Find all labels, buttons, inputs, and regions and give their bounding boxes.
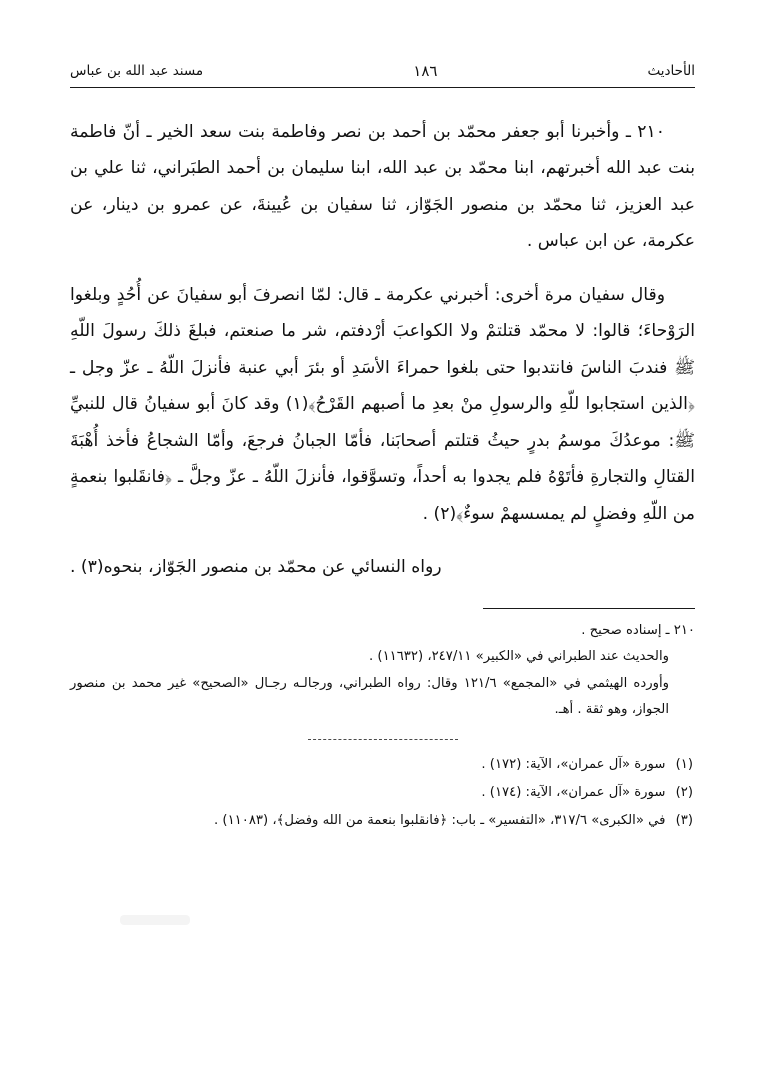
footnote-line: وأورده الهيثمي في «المجمع» ١٢١/٦ وقال: رواه الطبراني، ورجالـه رجـال «الصحيح» غير محمد بن منصور الجواز، وهو ثقة . أهـ. — [70, 676, 669, 717]
page-number: ١٨٦ — [413, 62, 438, 80]
paragraph-nasai-reference: رواه النسائي عن محمّد بن منصور الجَوّاز، بنحوه(٣) . — [70, 557, 442, 578]
footnote-ref-item — [70, 752, 695, 778]
page-header — [70, 62, 695, 88]
footnote-ref-text: سورة «آل عمران»، الآية: (١٧٢) . — [481, 756, 666, 772]
footnote-ref-item — [70, 808, 695, 834]
footnote-ref-number: (١) — [675, 756, 693, 772]
footnote-line: ٢١٠ ـ إسناده صحيح . — [581, 622, 695, 638]
paragraph-hadith-210: ٢١٠ ـ وأخبرنا أبو جعفر محمّد بن أحمد بن نصر وفاطمة بنت سعد الخير ـ أنّ فاطمة بنت عبد الله أخبرتهم، ابنا محمّد بن عبد الله، ابنا سليمان بن أحمد الطبَراني، ثنا علي بن عبد العزيز، ثنا محمّد بن منصور الجَوّاز، ثنا سفيان بن عُيينةَ، عن عمرو بن دينار، عن عكرمة، عن ابن عباس . — [70, 122, 695, 252]
header-left-title: الأحاديث — [647, 63, 695, 79]
footnotes-references — [70, 752, 695, 835]
paragraph-sufyan-narration: وقال سفيان مرة أخرى: أخبرني عكرمة ـ قال: لمّا انصرفَ أبو سفيانَ عن أُحُدٍ وبلغوا الرَوْحاءَ؛ قالوا: لا محمّد قتلتمْ ولا الكواعبَ أرْدفتم، شر ما صنعتم، فبلغَ ذلكَ رسولَ اللّهِ ﷺ فندبَ الناسَ فانتدبوا حتى بلغوا حمراءَ الأسَدِ أو بئرَ أبي عنبة فأنزلَ اللّهُ ـ عزّ وجل ـ ﴿الذين استجابوا للّهِ والرسولِ منْ بعدِ ما أصبهم القَرْحُ﴾(١) وقد كانَ أبو سفيانُ قال للنبيِّ ﷺ: موعدُكَ موسمُ بدرٍ حيثُ قتلتم أصحابَنا، فأمّا الجبانُ فرجعَ، وأمّا الشجاعُ فأخذ أُهْبَةَ القتالِ والتجارةِ فأتَوْهُ فلم يجدوا به أحداً، وتسوَّقوا، فأنزلَ اللّهُ ـ عزّ وجلَّ ـ ﴿فانقَلبوا بنعمةٍ من اللّهِ وفضلٍ لم يمسسهمْ سوءٌ﴾(٢) . — [70, 284, 695, 524]
scan-artifact — [120, 915, 190, 925]
footnote-ref-number: (٢) — [675, 784, 693, 800]
footnotes-main — [70, 618, 695, 723]
footnote-ref-number: (٣) — [675, 813, 693, 829]
footnote-ref-text: في «الكبرى» ٣١٧/٦، «التفسير» ـ باب: ﴿فانقلبوا بنعمة من الله وفضل﴾، (١١٠٨٣) . — [214, 813, 666, 829]
header-right-title: مسند عبد الله بن عباس — [70, 63, 204, 79]
main-text — [70, 114, 695, 586]
footnote-ref-text: سورة «آل عمران»، الآية: (١٧٤) . — [481, 784, 666, 800]
footnote-dashed-divider — [70, 733, 695, 745]
footnote-line: والحديث عند الطبراني في «الكبير» ٢٤٧/١١، (١١٦٣٢) . — [369, 649, 669, 665]
footnote-divider — [483, 608, 695, 609]
footnote-ref-item — [70, 780, 695, 806]
